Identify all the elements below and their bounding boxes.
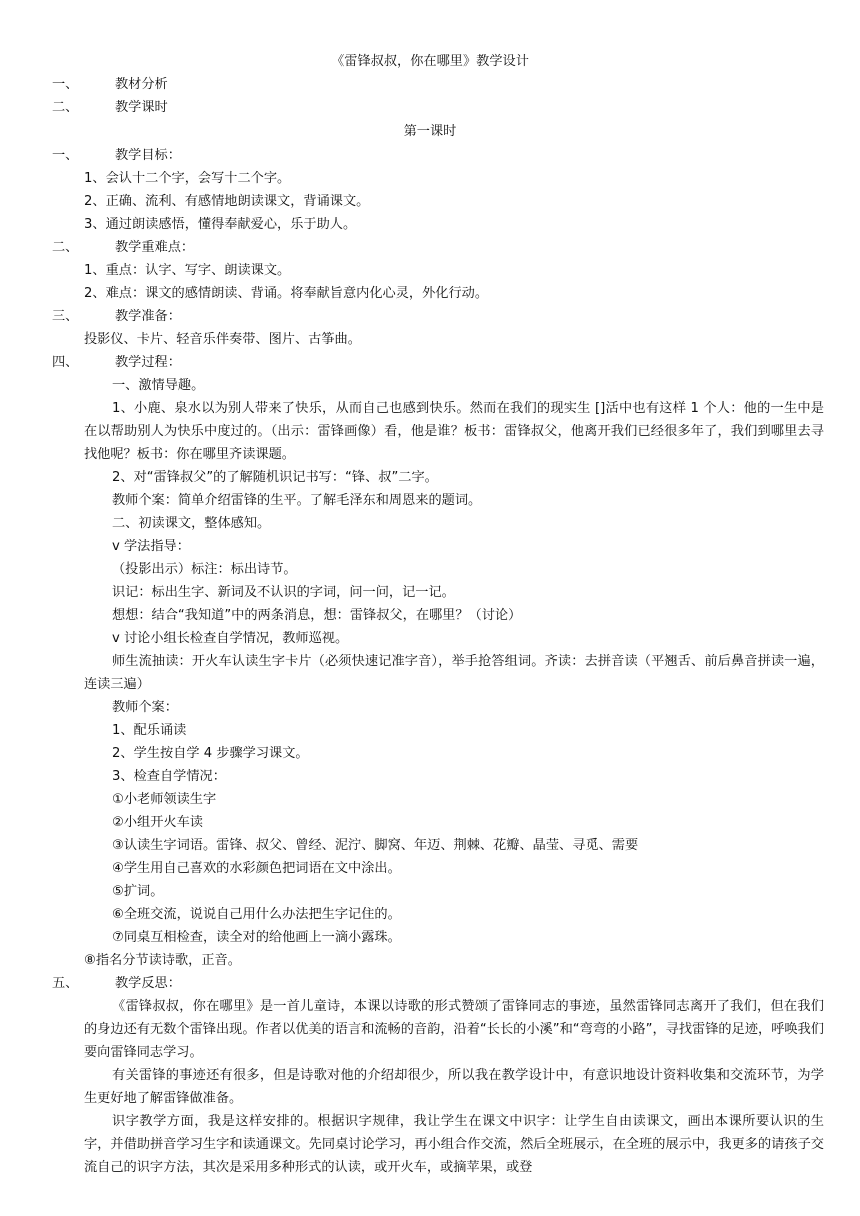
section-number: 一、 — [52, 77, 79, 92]
section-label: 教学目标： — [115, 148, 181, 163]
paragraph: 1、小鹿、泉水以为别人带来了快乐，从而自己也感到快乐。然而在我们的现实生 []活中也有这样 1 个人：他的一生中是在以帮助别人为快乐中度过的。（出示：雷锋画像）看，他是谁？板书：雷锋叔父，他离开我们已经很多年了，我们到哪里去寻找他呢？板书：你在哪里齐读课题。 — [84, 401, 824, 462]
paragraph: 教师个案：简单介绍雷锋的生平。了解毛泽东和周恩来的题词。 — [112, 493, 482, 508]
paragraph: 识字教学方面，我是这样安排的。根据识字规律，我让学生在课文中识字：让学生自由读课文，画出本课所要认识的生字，并借助拼音学习生字和读通课文。先同桌讨论学习，再小组合作交流，然后全班展示，在全班的展示中，我更多的请孩子交流自己的识字方法，其次是采用多种形式的认读，或开火车，或摘苹果，或登 — [84, 1114, 824, 1175]
document-title: 《雷锋叔叔，你在哪里》教学设计 — [331, 54, 529, 69]
paragraph: 《雷锋叔叔，你在哪里》是一首儿童诗，本课以诗歌的形式赞颂了雷锋同志的事迹，虽然雷锋同志离开了我们，但在我们的身边还有无数个雷锋出现。作者以优美的语言和流畅的音韵，沿着“长长的小溪”和“弯弯的小路”，寻找雷锋的足迹，呼唤我们要向雷锋同志学习。 — [84, 999, 824, 1060]
section-heading — [52, 972, 812, 995]
list-item: ⑤扩词。 — [112, 884, 164, 899]
list-item: ④学生用自己喜欢的水彩颜色把词语在文中涂出。 — [112, 861, 401, 876]
step-title: 一、激情导趣。 — [112, 378, 205, 393]
section-number: 四、 — [52, 355, 79, 370]
list-item: 2、学生按自学 4 步骤学习课文。 — [112, 746, 309, 761]
section-number: 五、 — [52, 976, 79, 991]
section-label: 教材分析 — [115, 77, 168, 92]
section-heading — [52, 73, 812, 96]
list-item: 1、重点：认字、写字、朗读课文。 — [84, 263, 291, 278]
section-heading — [52, 96, 812, 119]
prep-text: 投影仪、卡片、轻音乐伴奏带、图片、古筝曲。 — [84, 332, 361, 347]
paragraph: 师生流抽读：开火车认读生字卡片（必须快速记准字音），举手抢答组词。齐读：去拼音读（平翘舌、前后鼻音拼读一遍，连读三遍） — [84, 654, 824, 692]
method-item: （投影出示）标注：标出诗节。 — [112, 562, 297, 577]
section-number: 二、 — [52, 240, 79, 255]
step-title: 二、初读课文，整体感知。 — [112, 516, 271, 531]
case-heading: 教师个案： — [112, 700, 178, 715]
list-item: ⑥全班交流，说说自己用什么办法把生字记住的。 — [112, 907, 401, 922]
list-item: 3、检查自学情况： — [112, 769, 226, 784]
list-item: ⑦同桌互相检查，读全对的给他画上一滴小露珠。 — [112, 930, 401, 945]
list-item: ②小组开火车读 — [112, 815, 203, 830]
list-item: 2、难点：课文的感情朗读、背诵。将奉献旨意内化心灵，外化行动。 — [84, 286, 489, 301]
list-item: 3、通过朗读感悟，懂得奉献爱心，乐于助人。 — [84, 217, 357, 232]
section-heading — [52, 236, 812, 259]
section-heading — [52, 305, 812, 328]
section-number: 一、 — [52, 148, 79, 163]
paragraph: 2、对“雷锋叔父”的了解随机识记书写：“锋、叔”二字。 — [112, 470, 438, 485]
method-item: v 讨论小组长检查自学情况，教师巡视。 — [112, 631, 349, 646]
method-heading: v 学法指导： — [112, 539, 190, 554]
list-item: 1、配乐诵读 — [112, 723, 187, 738]
list-item: ③认读生字词语。雷锋、叔父、曾经、泥泞、脚窝、年迈、荆棘、花瓣、晶莹、寻觅、需要 — [112, 838, 639, 853]
section-label: 教学重难点： — [115, 240, 195, 255]
section-number: 二、 — [52, 100, 79, 115]
section-heading — [52, 351, 812, 374]
section-number: 三、 — [52, 309, 79, 324]
section-label: 教学过程： — [115, 355, 181, 370]
list-item: 1、会认十二个字，会写十二个字。 — [84, 171, 291, 186]
section-label: 教学反思： — [115, 976, 181, 991]
paragraph: 有关雷锋的事迹还有很多，但是诗歌对他的介绍却很少，所以我在教学设计中，有意识地设计资料收集和交流环节，为学生更好地了解雷锋做准备。 — [84, 1068, 824, 1106]
method-item: 识记：标出生字、新词及不认识的字词，问一问，记一记。 — [112, 585, 455, 600]
method-item: 想想：结合“我知道”中的两条消息，想：雷锋叔父，在哪里？（讨论） — [112, 608, 522, 623]
list-item: ⑧指名分节读诗歌，正音。 — [84, 953, 241, 968]
section-heading — [52, 144, 812, 167]
section-label: 教学准备： — [115, 309, 181, 324]
list-item: 2、正确、流利、有感情地朗读课文，背诵课文。 — [84, 194, 370, 209]
section-label: 教学课时 — [115, 100, 168, 115]
list-item: ①小老师领读生字 — [112, 792, 217, 807]
lesson-title: 第一课时 — [403, 124, 457, 139]
